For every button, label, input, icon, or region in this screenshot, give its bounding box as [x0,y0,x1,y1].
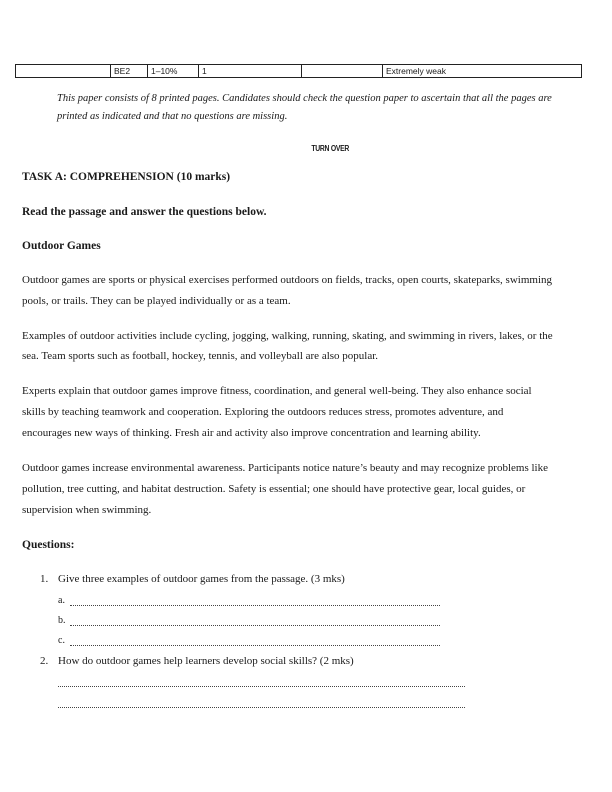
question-number: 2. [40,655,49,667]
notice-line: This paper consists of 8 printed pages. Candidates should check the question paper to ascertain that all the pages are [57,93,552,104]
grading-table [15,64,582,78]
paragraph-line: sea. Team sports such as football, hockey, tennis, and volleyball are also popular. [22,350,379,362]
paragraph-line: Experts explain that outdoor games improve fitness, coordination, and general well-being. They also enhance social [22,385,532,397]
sub-label: b. [58,615,66,626]
paragraph-line: pollution, tree cutting, and habitat destruction. Safety is essential; one should have protective gear, local guides, or [22,483,526,495]
table-cell: BE2 [111,65,148,78]
paragraph-line: supervision when swimming. [22,504,152,516]
turn-over-label: TURN OVER [311,144,350,153]
questions-heading: Questions: [22,539,75,551]
table-cell: Extremely weak [383,65,582,78]
question-text: Give three examples of outdoor games from the passage. (3 mks) [58,573,345,585]
question-number: 1. [40,573,49,585]
table-cell: 1 [199,65,302,78]
paragraph-line: Outdoor games increase environmental awareness. Participants notice nature’s beauty and may recognize problems like [22,462,548,474]
paragraph-line: Examples of outdoor activities include cycling, jogging, walking, running, skating, and swimming in rivers, lakes, or the [22,330,553,342]
sub-label: a. [58,595,65,606]
paragraph-line: encourages new ways of thinking. Fresh air and activity also improve concentration and learning ability. [22,427,481,439]
answer-line[interactable] [70,645,440,646]
table-cell [16,65,111,78]
instruction: Read the passage and answer the questions below. [22,206,267,218]
sub-label: c. [58,635,65,646]
paragraph-line: Outdoor games are sports or physical exercises performed outdoors on fields, tracks, open courts, skateparks, swimming [22,274,553,286]
answer-line[interactable] [70,605,440,606]
table-row [16,65,582,78]
notice-line: printed as indicated and that no questions are missing. [57,111,288,122]
paragraph-line: skills by teaching teamwork and cooperation. Exploring the outdoors reduces stress, promotes adventure, and [22,406,504,418]
table-cell [302,65,383,78]
answer-line[interactable] [58,707,465,708]
paragraph-line: pools, or trails. They can be played individually or as a team. [22,295,291,307]
passage-title: Outdoor Games [22,240,101,252]
task-title: TASK A: COMPREHENSION (10 marks) [22,171,231,183]
answer-line[interactable] [58,686,465,687]
table-cell: 1–10% [148,65,199,78]
question-text: How do outdoor games help learners develop social skills? (2 mks) [58,655,354,667]
answer-line[interactable] [70,625,440,626]
